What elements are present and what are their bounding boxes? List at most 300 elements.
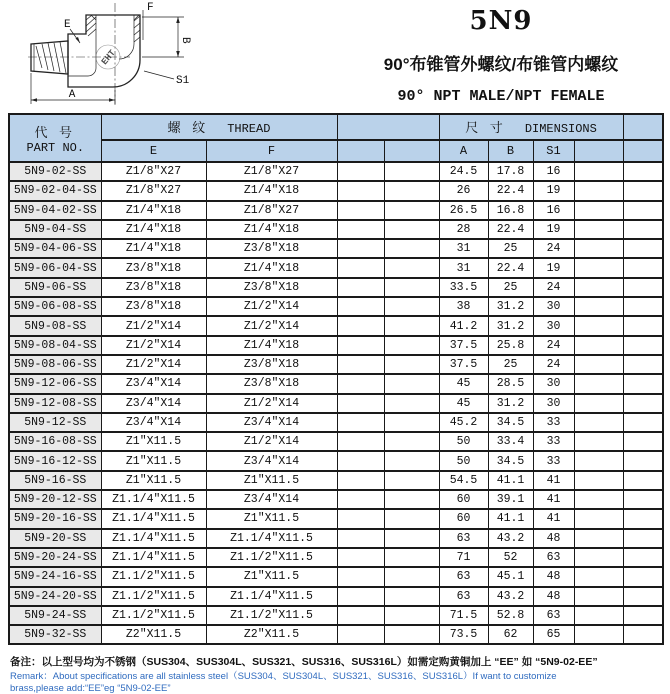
data-cell: 62 <box>488 625 533 644</box>
data-cell <box>337 181 384 200</box>
data-cell: 31.2 <box>488 316 533 335</box>
data-cell <box>623 625 663 644</box>
data-cell <box>574 567 623 586</box>
part-no-cell: 5N9-16-08-SS <box>9 432 101 451</box>
data-cell <box>623 394 663 413</box>
spec-table <box>8 113 664 645</box>
data-cell: Z1/8″X27 <box>206 201 337 220</box>
data-cell <box>623 529 663 548</box>
data-cell: 16.8 <box>488 201 533 220</box>
part-no-cell: 5N9-16-12-SS <box>9 451 101 470</box>
data-cell <box>337 451 384 470</box>
data-cell: Z1/2″X14 <box>101 316 206 335</box>
subtitle-chinese: 90°布锥管外螺纹/布锥管内螺纹 <box>383 55 619 74</box>
data-cell <box>337 606 384 625</box>
data-cell: 22.4 <box>488 220 533 239</box>
data-cell: Z1/2″X14 <box>206 316 337 335</box>
stamp-text: EHT <box>99 48 118 68</box>
header-col-f: F <box>206 140 337 162</box>
table-row <box>9 587 663 606</box>
data-cell: Z1/8″X27 <box>101 162 206 181</box>
part-no-cell: 5N9-08-04-SS <box>9 336 101 355</box>
data-cell: 73.5 <box>439 625 488 644</box>
data-cell: Z3/4″X14 <box>206 413 337 432</box>
data-cell: Z3/4″X14 <box>206 451 337 470</box>
data-cell: Z1″X11.5 <box>206 509 337 528</box>
data-cell: Z1.1/4″X11.5 <box>101 509 206 528</box>
data-cell: Z3/8″X18 <box>101 278 206 297</box>
label-a: A <box>68 89 76 101</box>
table-row <box>9 490 663 509</box>
data-cell: Z1/2″X14 <box>206 432 337 451</box>
data-cell: 17.8 <box>488 162 533 181</box>
data-cell: Z1/2″X14 <box>101 355 206 374</box>
data-cell: 31.2 <box>488 297 533 316</box>
data-cell <box>623 355 663 374</box>
data-cell: Z3/8″X18 <box>206 355 337 374</box>
table-row <box>9 374 663 393</box>
data-cell: 22.4 <box>488 258 533 277</box>
data-cell <box>384 471 439 490</box>
header-col-s1: S1 <box>533 140 574 162</box>
data-cell <box>384 567 439 586</box>
data-cell <box>384 316 439 335</box>
part-no-cell: 5N9-20-16-SS <box>9 509 101 528</box>
data-cell: Z1″X11.5 <box>206 567 337 586</box>
table-row <box>9 471 663 490</box>
data-cell: Z1/4″X18 <box>206 181 337 200</box>
data-cell <box>337 374 384 393</box>
table-row <box>9 394 663 413</box>
data-cell: 24 <box>533 355 574 374</box>
label-s1: S1 <box>176 75 190 87</box>
data-cell: 28.5 <box>488 374 533 393</box>
data-cell <box>623 278 663 297</box>
data-cell: Z1/8″X27 <box>206 162 337 181</box>
data-cell <box>623 336 663 355</box>
data-cell <box>384 201 439 220</box>
data-cell: Z1″X11.5 <box>101 432 206 451</box>
header-col-a: A <box>439 140 488 162</box>
data-cell <box>623 606 663 625</box>
table-row <box>9 201 663 220</box>
data-cell <box>384 181 439 200</box>
remark-chinese: 备注：以上型号均为不锈钢（SUS304、SUS304L、SUS321、SUS316、SUS316L）如需定购黄铜加上 “EE” 如 “5N9-02-EE” <box>10 656 598 668</box>
table-row <box>9 239 663 258</box>
data-cell <box>337 394 384 413</box>
remark-english-line1: Remark：About specifications are all stainless steel（SUS304、SUS304L、SUS321、SUS316、SUS316L）If want to customize <box>10 671 557 683</box>
header-dims-zh: 尺 寸 <box>465 120 507 135</box>
data-cell <box>384 606 439 625</box>
data-cell: 41.1 <box>488 509 533 528</box>
elbow-body <box>68 15 140 87</box>
part-no-cell: 5N9-20-12-SS <box>9 490 101 509</box>
data-cell <box>623 567 663 586</box>
header-part-no <box>9 114 101 162</box>
data-cell <box>574 374 623 393</box>
data-cell: Z1.1/2″X11.5 <box>101 587 206 606</box>
data-cell <box>384 587 439 606</box>
data-cell: Z3/8″X18 <box>206 239 337 258</box>
data-cell <box>574 413 623 432</box>
data-cell: 24 <box>533 239 574 258</box>
data-cell: 34.5 <box>488 413 533 432</box>
header-col-empty1 <box>337 140 384 162</box>
data-cell <box>623 413 663 432</box>
header-col-b: B <box>488 140 533 162</box>
data-cell: 31.2 <box>488 394 533 413</box>
data-cell: 39.1 <box>488 490 533 509</box>
data-cell: Z1.1/2″X11.5 <box>101 606 206 625</box>
header-thread-en: THREAD <box>227 122 271 136</box>
data-cell <box>337 316 384 335</box>
page-title: 5N9 <box>469 6 533 36</box>
data-cell: 52 <box>488 548 533 567</box>
header-thread-zh: 螺 纹 <box>167 120 210 135</box>
part-no-cell: 5N9-12-08-SS <box>9 394 101 413</box>
data-cell: Z1/2″X14 <box>206 394 337 413</box>
part-no-cell: 5N9-12-SS <box>9 413 101 432</box>
data-cell <box>574 336 623 355</box>
data-cell: Z1.1/4″X11.5 <box>101 490 206 509</box>
data-cell <box>384 239 439 258</box>
data-cell <box>384 509 439 528</box>
data-cell: Z3/8″X18 <box>206 374 337 393</box>
data-cell: 25.8 <box>488 336 533 355</box>
data-cell <box>337 587 384 606</box>
data-cell: 30 <box>533 394 574 413</box>
data-cell <box>384 355 439 374</box>
data-cell: Z1/4″X18 <box>206 258 337 277</box>
data-cell <box>337 490 384 509</box>
part-no-cell: 5N9-06-SS <box>9 278 101 297</box>
data-cell: Z1.1/4″X11.5 <box>206 587 337 606</box>
header-col-empty4 <box>623 140 663 162</box>
header-dimensions <box>439 114 623 140</box>
part-no-cell: 5N9-02-04-SS <box>9 181 101 200</box>
dimension-a <box>31 73 115 104</box>
data-cell: Z1″X11.5 <box>101 451 206 470</box>
table-row <box>9 567 663 586</box>
data-cell <box>337 548 384 567</box>
data-cell <box>574 181 623 200</box>
data-cell <box>574 509 623 528</box>
table-row <box>9 529 663 548</box>
data-cell <box>574 394 623 413</box>
data-cell <box>337 220 384 239</box>
data-cell: 41 <box>533 471 574 490</box>
table-row <box>9 258 663 277</box>
data-cell: 41.1 <box>488 471 533 490</box>
header-col-empty3 <box>574 140 623 162</box>
table-row <box>9 451 663 470</box>
data-cell <box>574 471 623 490</box>
data-cell: 71 <box>439 548 488 567</box>
data-cell: 16 <box>533 201 574 220</box>
data-cell <box>337 413 384 432</box>
data-cell: 50 <box>439 432 488 451</box>
data-cell <box>384 297 439 316</box>
data-cell <box>337 432 384 451</box>
header-part-no-en: PART NO. <box>26 140 85 155</box>
header-dims-en: DIMENSIONS <box>524 122 597 136</box>
data-cell: 28 <box>439 220 488 239</box>
data-cell <box>623 181 663 200</box>
data-cell <box>574 201 623 220</box>
data-cell: 24 <box>533 278 574 297</box>
data-cell <box>623 162 663 181</box>
data-cell <box>574 355 623 374</box>
data-cell <box>574 162 623 181</box>
part-no-cell: 5N9-06-04-SS <box>9 258 101 277</box>
data-cell <box>337 567 384 586</box>
table-row <box>9 413 663 432</box>
part-no-cell: 5N9-20-SS <box>9 529 101 548</box>
table-row <box>9 548 663 567</box>
data-cell: 19 <box>533 220 574 239</box>
data-cell <box>574 606 623 625</box>
table-row <box>9 336 663 355</box>
data-cell: 38 <box>439 297 488 316</box>
data-cell: Z3/4″X14 <box>101 374 206 393</box>
data-cell: 33.5 <box>439 278 488 297</box>
data-cell: Z1″X11.5 <box>206 471 337 490</box>
table-row <box>9 509 663 528</box>
data-cell <box>623 451 663 470</box>
label-f: F <box>147 2 154 14</box>
data-cell <box>384 336 439 355</box>
data-cell: 31 <box>439 239 488 258</box>
data-cell: Z1/4″X18 <box>206 220 337 239</box>
data-cell: 41 <box>533 509 574 528</box>
data-cell: Z1/8″X27 <box>101 181 206 200</box>
part-no-cell: 5N9-24-SS <box>9 606 101 625</box>
data-cell: 41.2 <box>439 316 488 335</box>
part-no-cell: 5N9-24-20-SS <box>9 587 101 606</box>
title-block <box>340 6 662 105</box>
data-cell: Z3/4″X14 <box>101 413 206 432</box>
data-cell <box>384 162 439 181</box>
data-cell <box>337 201 384 220</box>
data-cell: 25 <box>488 278 533 297</box>
data-cell <box>574 548 623 567</box>
data-cell: Z3/8″X18 <box>101 297 206 316</box>
data-cell: Z1/4″X18 <box>101 201 206 220</box>
data-cell: 43.2 <box>488 587 533 606</box>
data-cell: 19 <box>533 258 574 277</box>
data-cell <box>337 509 384 528</box>
header-part-no-zh: 代 号 <box>34 124 77 140</box>
table-row <box>9 355 663 374</box>
data-cell <box>623 509 663 528</box>
data-cell <box>623 374 663 393</box>
data-cell <box>623 432 663 451</box>
data-cell <box>574 451 623 470</box>
data-cell <box>623 587 663 606</box>
data-cell <box>384 625 439 644</box>
data-cell <box>574 432 623 451</box>
data-cell <box>623 297 663 316</box>
table-row <box>9 162 663 181</box>
male-thread-stub <box>31 41 68 74</box>
data-cell <box>623 258 663 277</box>
data-cell: Z1.1/2″X11.5 <box>206 606 337 625</box>
data-cell: 52.8 <box>488 606 533 625</box>
data-cell: 26.5 <box>439 201 488 220</box>
data-cell: 63 <box>439 529 488 548</box>
data-cell: Z1/4″X18 <box>101 239 206 258</box>
part-no-cell: 5N9-04-06-SS <box>9 239 101 258</box>
data-cell: 22.4 <box>488 181 533 200</box>
data-cell <box>337 239 384 258</box>
data-cell <box>384 548 439 567</box>
data-cell <box>574 529 623 548</box>
data-cell: 37.5 <box>439 336 488 355</box>
data-cell <box>623 316 663 335</box>
data-cell: Z1.1/2″X11.5 <box>101 567 206 586</box>
data-cell: 25 <box>488 239 533 258</box>
data-cell: 33 <box>533 451 574 470</box>
data-cell: 34.5 <box>488 451 533 470</box>
data-cell: 50 <box>439 451 488 470</box>
data-cell: 63 <box>439 567 488 586</box>
data-cell: Z2″X11.5 <box>206 625 337 644</box>
data-cell: 54.5 <box>439 471 488 490</box>
data-cell: Z1.1/4″X11.5 <box>101 548 206 567</box>
data-cell: Z1/4″X18 <box>206 336 337 355</box>
data-cell: 63 <box>533 606 574 625</box>
data-cell <box>384 220 439 239</box>
data-cell: 63 <box>439 587 488 606</box>
data-cell: 45 <box>439 394 488 413</box>
header-spacer-left <box>337 114 439 140</box>
data-cell: Z3/4″X14 <box>206 490 337 509</box>
dimension-b <box>142 17 191 57</box>
table-row <box>9 278 663 297</box>
data-cell: Z1.1/2″X11.5 <box>206 548 337 567</box>
data-cell <box>574 220 623 239</box>
table-row <box>9 432 663 451</box>
footer <box>10 656 662 694</box>
data-cell <box>384 490 439 509</box>
fitting-diagram <box>28 0 246 112</box>
data-cell: 43.2 <box>488 529 533 548</box>
table-body <box>9 162 663 644</box>
subtitle-english: 90° NPT MALE/NPT FEMALE <box>397 88 605 105</box>
data-cell: 45.1 <box>488 567 533 586</box>
data-cell: Z2″X11.5 <box>101 625 206 644</box>
data-cell: 31 <box>439 258 488 277</box>
label-e: E <box>64 19 71 31</box>
data-cell: 26 <box>439 181 488 200</box>
data-cell <box>384 258 439 277</box>
label-b: B <box>179 37 191 44</box>
data-cell: 19 <box>533 181 574 200</box>
part-no-cell: 5N9-06-08-SS <box>9 297 101 316</box>
remark-english-line2: brass,please add:“EE”eg “5N9-02-EE” <box>10 683 171 694</box>
data-cell <box>384 278 439 297</box>
data-cell: 41 <box>533 490 574 509</box>
header-thread <box>101 114 337 140</box>
table-row <box>9 625 663 644</box>
data-cell: 65 <box>533 625 574 644</box>
data-cell: 48 <box>533 587 574 606</box>
data-cell <box>384 451 439 470</box>
part-no-cell: 5N9-08-SS <box>9 316 101 335</box>
data-cell <box>337 529 384 548</box>
data-cell <box>337 258 384 277</box>
data-cell <box>337 297 384 316</box>
part-no-cell: 5N9-08-06-SS <box>9 355 101 374</box>
table-row <box>9 606 663 625</box>
data-cell <box>623 239 663 258</box>
part-no-cell: 5N9-04-SS <box>9 220 101 239</box>
table-row <box>9 220 663 239</box>
data-cell: 37.5 <box>439 355 488 374</box>
data-cell: 60 <box>439 490 488 509</box>
data-cell <box>574 587 623 606</box>
data-cell: 71.5 <box>439 606 488 625</box>
data-cell <box>574 258 623 277</box>
data-cell: Z1.1/4″X11.5 <box>206 529 337 548</box>
part-no-cell: 5N9-24-16-SS <box>9 567 101 586</box>
data-cell <box>384 374 439 393</box>
data-cell <box>384 394 439 413</box>
data-cell <box>337 336 384 355</box>
data-cell <box>384 529 439 548</box>
data-cell: Z1.1/4″X11.5 <box>101 529 206 548</box>
table-row <box>9 297 663 316</box>
data-cell: 30 <box>533 316 574 335</box>
data-cell <box>384 432 439 451</box>
data-cell <box>623 548 663 567</box>
data-cell: Z1″X11.5 <box>101 471 206 490</box>
part-no-cell: 5N9-02-SS <box>9 162 101 181</box>
data-cell: Z3/8″X18 <box>206 278 337 297</box>
data-cell: Z3/4″X14 <box>101 394 206 413</box>
data-cell: 48 <box>533 567 574 586</box>
data-cell: 25 <box>488 355 533 374</box>
header-spacer-right <box>623 114 663 140</box>
data-cell <box>574 490 623 509</box>
data-cell: 33 <box>533 432 574 451</box>
data-cell: 16 <box>533 162 574 181</box>
data-cell: Z1/4″X18 <box>101 220 206 239</box>
data-cell: Z1/2″X14 <box>101 336 206 355</box>
data-cell: 63 <box>533 548 574 567</box>
data-cell: 45 <box>439 374 488 393</box>
data-cell <box>337 471 384 490</box>
data-cell <box>574 278 623 297</box>
table-row <box>9 316 663 335</box>
data-cell: 30 <box>533 374 574 393</box>
data-cell <box>337 355 384 374</box>
header-col-e: E <box>101 140 206 162</box>
part-no-cell: 5N9-20-24-SS <box>9 548 101 567</box>
data-cell <box>623 490 663 509</box>
data-cell <box>337 278 384 297</box>
data-cell <box>337 625 384 644</box>
part-no-cell: 5N9-12-06-SS <box>9 374 101 393</box>
data-cell: 24.5 <box>439 162 488 181</box>
table-row <box>9 181 663 200</box>
part-no-cell: 5N9-32-SS <box>9 625 101 644</box>
data-cell: 24 <box>533 336 574 355</box>
data-cell <box>574 625 623 644</box>
data-cell <box>574 297 623 316</box>
data-cell: Z3/8″X18 <box>101 258 206 277</box>
part-no-cell: 5N9-16-SS <box>9 471 101 490</box>
